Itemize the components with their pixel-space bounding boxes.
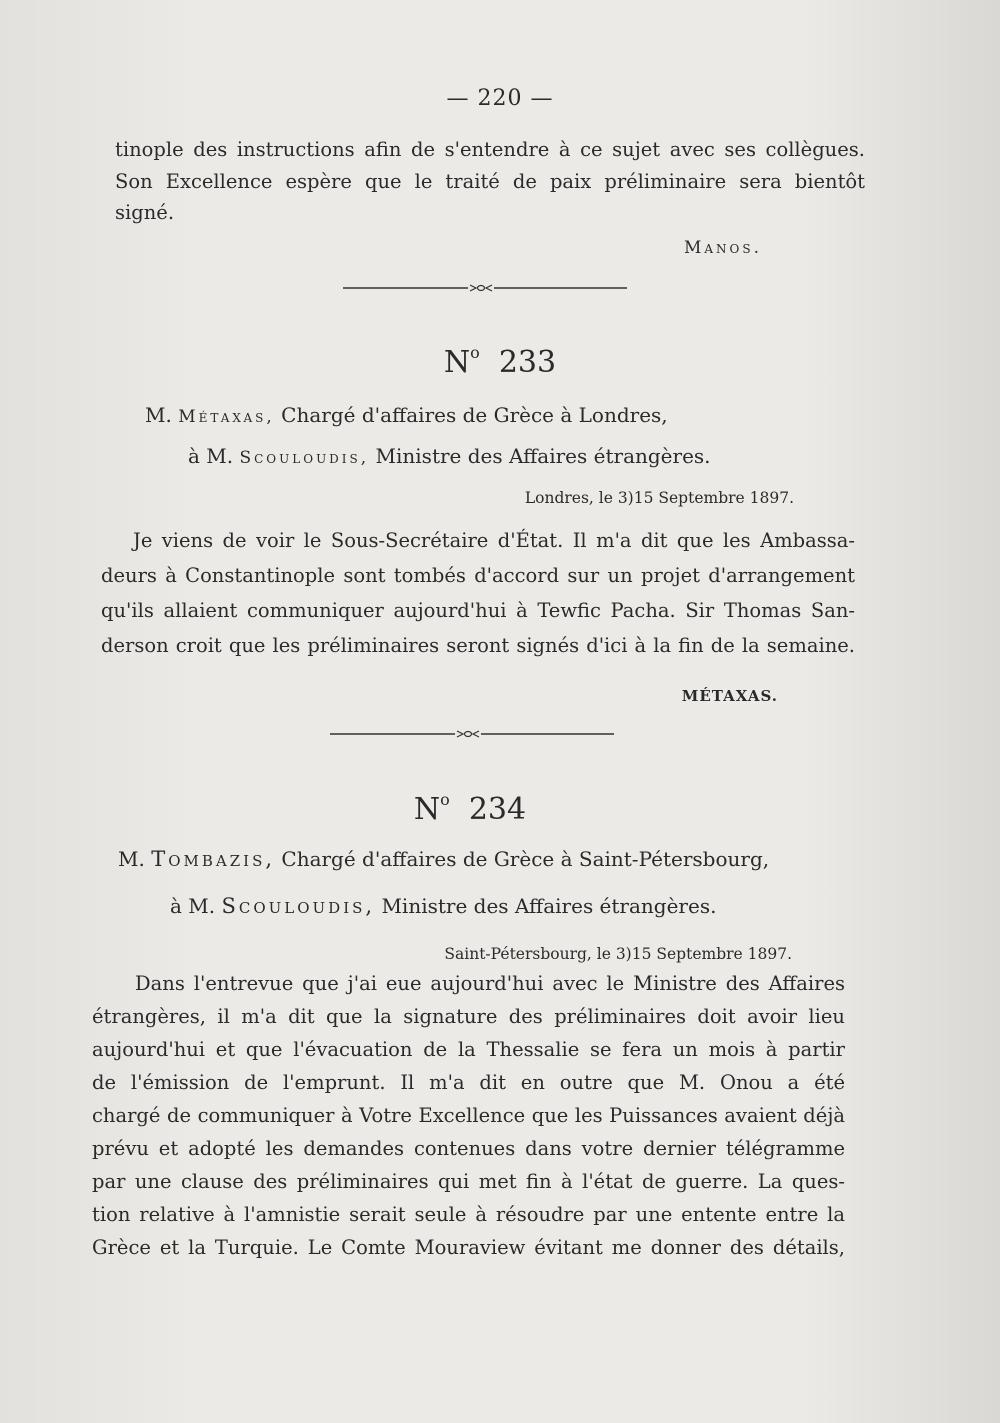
paragraph-line: tinople des instructions afin de s'entendre à ce sujet avec ses collègues. [115, 138, 865, 161]
paragraph-line: qu'ils allaient communiquer aujourd'hui à Tewfic Pacha. Sir Thomas San- [101, 599, 855, 622]
paragraph-line: Je viens de voir le Sous-Secrétaire d'État. Il m'a dit que les Ambassa- [133, 529, 855, 552]
paragraph-line: Grèce et la Turquie. Le Comte Mouraview évitant me donner des détails, [92, 1236, 845, 1259]
paragraph-line: derson croit que les préliminaires seront signés d'ici à la fin de la semaine. [101, 634, 855, 657]
document-number-233: $N^o$ 233 [443, 343, 557, 380]
paragraph-line: aujourd'hui et que l'évacuation de la Thessalie se fera un mois à partir [92, 1038, 845, 1061]
paragraph-line: deurs à Constantinople sont tombés d'accord sur un projet d'arrangement [101, 564, 855, 587]
section-divider [330, 728, 614, 740]
paragraph-line: de l'émission de l'emprunt. Il m'a dit en outre que M. Onou a été [92, 1071, 845, 1094]
document-number-234: $N^o$ 234 [413, 790, 527, 827]
doc-234-dateline: Saint-Pétersbourg, le 3)15 Septembre 1897. [444, 945, 792, 963]
paragraph-line: chargé de communiquer à Votre Excellence que les Puissances avaient déjà [92, 1104, 845, 1127]
paragraph-line: Son Excellence espère que le traité de paix préliminaire sera bientôt [115, 170, 865, 193]
doc-233-sender-line: M. Métaxas, Chargé d'affaires de Grèce à Londres, [145, 403, 668, 427]
paragraph-line: signé. [115, 201, 175, 224]
paragraph-line: par une clause des préliminaires qui met fin à l'état de guerre. La ques- [92, 1170, 845, 1193]
doc-233-dateline: Londres, le 3)15 Septembre 1897. [524, 489, 794, 507]
paragraph-line: Dans l'entrevue que j'ai eue aujourd'hui avec le Ministre des Affaires [135, 972, 845, 995]
section-divider [343, 282, 627, 294]
sender-name: Métaxas, [178, 407, 275, 427]
signature-manos: Manos. [683, 238, 762, 258]
sender-name: Tombazis, [151, 847, 276, 871]
paragraph-line: étrangères, il m'a dit que la signature des préliminaires doit avoir lieu [92, 1005, 845, 1028]
signature-metaxas: MÉTAXAS. [681, 687, 778, 705]
page-number: — 220 — [446, 86, 554, 111]
recipient-name: Scouloudis, [239, 448, 370, 468]
doc-234-recipient-line: à M. Scouloudis, Ministre des Affaires étrangères. [170, 894, 717, 918]
recipient-name: Scouloudis, [221, 894, 376, 918]
doc-233-recipient-line: à M. Scouloudis, Ministre des Affaires étrangères. [188, 444, 711, 468]
doc-234-sender-line: M. Tombazis, Chargé d'affaires de Grèce à Saint-Pétersbourg, [118, 847, 770, 871]
paragraph-line: tion relative à l'amnistie serait seule à résoudre par une entente entre la [92, 1203, 845, 1226]
paragraph-line: prévu et adopté les demandes contenues dans votre dernier télégramme [92, 1137, 845, 1160]
